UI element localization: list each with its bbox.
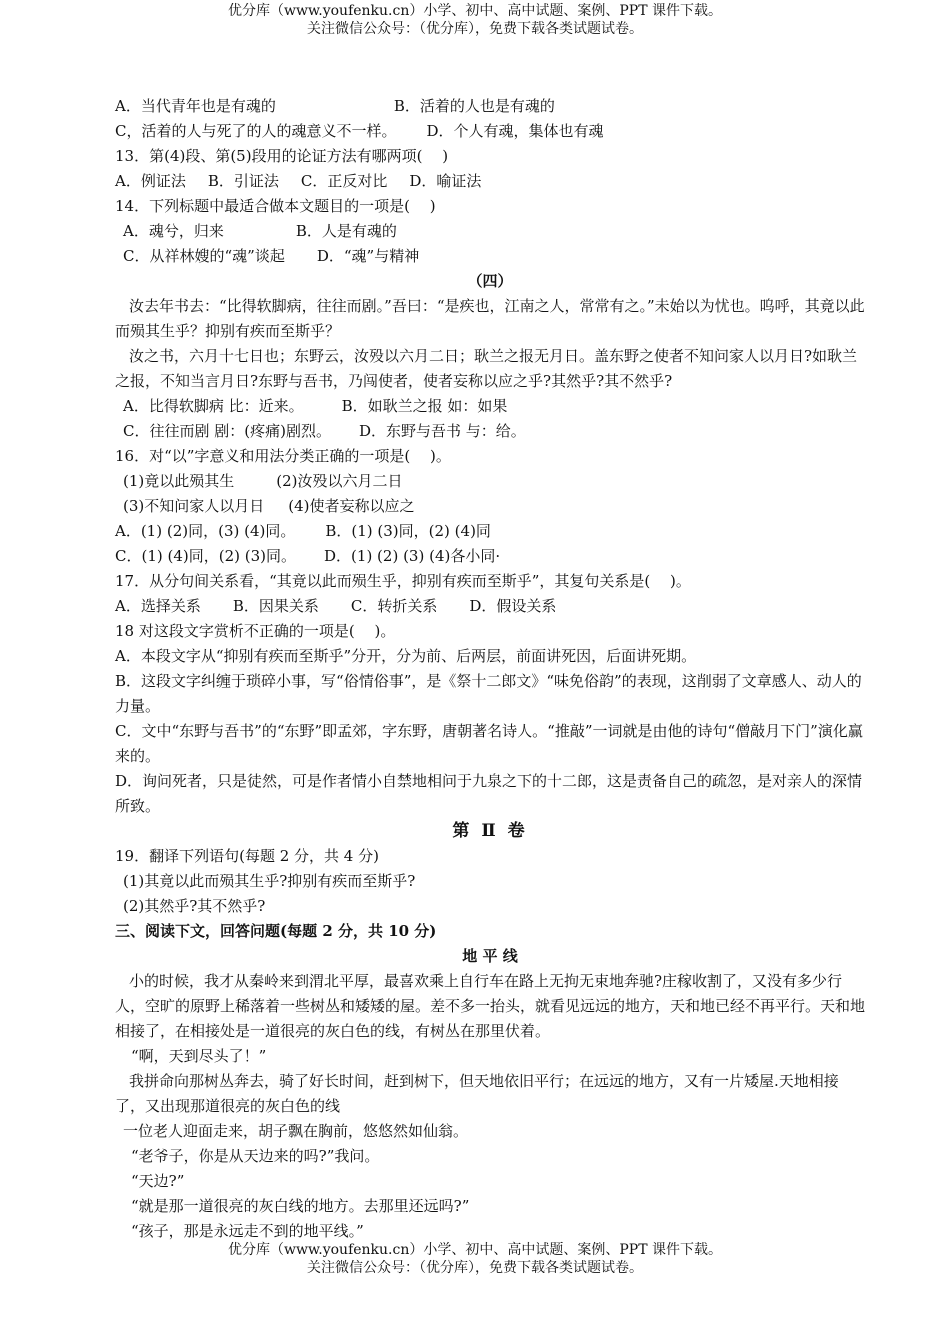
q15-option-c: C．往往而剧 剧：(疼痛)剧烈。 <box>123 422 331 440</box>
q16-items-row1 <box>115 469 865 494</box>
q16-options-row2 <box>115 544 865 569</box>
q12-option-d: D．个人有魂，集体也有魂 <box>426 122 604 140</box>
q14-options-row2 <box>115 244 865 269</box>
passage-para-8: “孩子，那是永远走不到的地平线。” <box>131 1222 364 1240</box>
q19-stem: 19．翻译下列语句(每题 2 分，共 4 分) <box>115 847 379 865</box>
passage-para-4: 一位老人迎面走来，胡子飘在胸前，悠悠然如仙翁。 <box>123 1122 469 1140</box>
q12-option-b: B．活着的人也是有魂的 <box>393 97 555 115</box>
part-2-title: 第 Ⅱ 卷 <box>452 821 528 841</box>
section-3-heading: 三、阅读下文，回答问题(每题 2 分，共 10 分) <box>115 922 437 940</box>
section-4-para-2: 汝之书，六月十七日也；东野云，汝殁以六月二日；耿兰之报无月日。盖东野之使者不知问家人以月日?如耿兰之报，不知当言月日?东野与吾书，乃闯使者，使者妄称以应之乎?其然乎?其不然乎? <box>115 347 858 390</box>
q16-stem: 16．对“以”字意义和用法分类正确的一项是( )。 <box>115 447 451 465</box>
q16-option-c: C．(1) (4)同，(2) (3)同。 <box>115 547 297 565</box>
q18-option-c: C．文中“东野与吾书”的“东野”即孟郊，字东野，唐朝著名诗人。“推敲”一词就是由他的诗句“僧敲月下门”演化赢来的。 <box>115 722 863 765</box>
footer-line-2: 关注微信公众号：（优分库），免费下载各类试题试卷。 <box>307 1260 643 1276</box>
document-body <box>115 94 865 1244</box>
q16-options-row1 <box>115 519 865 544</box>
q13-option-c: C．正反对比 <box>300 172 388 190</box>
q18-stem: 18 对这段文字赏析不正确的一项是( )。 <box>115 622 396 640</box>
q12-option-a: A．当代青年也是有魂的 <box>115 97 276 115</box>
passage-para-7: “就是那一道很亮的灰白线的地方。去那里还远吗?” <box>131 1197 470 1215</box>
passage-para-2: “啊，天到尽头了！” <box>131 1047 267 1065</box>
q19-item-2: (2)其然乎?其不然乎? <box>123 897 266 915</box>
page-footer <box>0 1241 950 1277</box>
passage-para-3: 我拼命向那树丛奔去，骑了好长时间，赶到树下，但天地依旧平行；在远远的地方，又有一片矮屋.天地相接了，又出现那道很亮的灰白色的线 <box>115 1072 839 1115</box>
q17-option-d: D．假设关系 <box>469 597 557 615</box>
q16-option-d: D．(1) (2) (3) (4)各小同· <box>324 547 501 565</box>
q15-option-a: A．比得软脚病 比：近来。 <box>123 397 304 415</box>
q13-options <box>115 169 865 194</box>
q13-stem: 13．第(4)段、第(5)段用的论证方法有哪两项( ) <box>115 147 449 165</box>
q16-item-3: (3)不知问家人以月日 <box>123 497 265 515</box>
q16-item-4: (4)使者妄称以应之 <box>288 497 415 515</box>
passage-para-6: “天边?” <box>131 1172 185 1190</box>
q15-option-d: D．东野与吾书 与：给。 <box>358 422 526 440</box>
q17-options <box>115 594 865 619</box>
q17-stem: 17．从分句间关系看，“其竟以此而殒生乎，抑别有疾而至斯乎”，其复句关系是( )。 <box>115 572 691 590</box>
q17-option-a: A．选择关系 <box>115 597 201 615</box>
q18-option-b: B．这段文字纠缠于琐碎小事，写“俗情俗事”，是《祭十二郎文》“味免俗韵”的表现，这削弱了文章感人、动人的力量。 <box>115 672 862 715</box>
q17-option-b: B．因果关系 <box>232 597 319 615</box>
q15-options-row2 <box>115 419 865 444</box>
q13-option-b: B．引证法 <box>207 172 279 190</box>
q17-option-c: C．转折关系 <box>350 597 438 615</box>
q16-item-2: (2)汝殁以六月二日 <box>276 472 403 490</box>
q14-stem: 14．下列标题中最适合做本文题目的一项是( ) <box>115 197 436 215</box>
q16-option-a: A．(1) (2)同，(3) (4)同。 <box>115 522 296 540</box>
q15-options-row1 <box>115 394 865 419</box>
passage-title: 地 平 线 <box>462 947 518 965</box>
page-header <box>0 2 950 38</box>
q14-option-a: A．魂兮，归来 <box>123 222 224 240</box>
q16-item-1: (1)竟以此殒其生 <box>123 472 235 490</box>
q16-option-b: B．(1) (3)同，(2) (4)同 <box>325 522 491 540</box>
q18-option-a: A．本段文字从“抑别有疾而至斯乎”分开，分为前、后两层，前面讲死因，后面讲死期。 <box>115 647 697 665</box>
q14-options-row1 <box>115 219 865 244</box>
passage-para-5: “老爷子，你是从天边来的吗?”我问。 <box>131 1147 380 1165</box>
header-line-1: 优分库（www.youfenku.cn）小学、初中、高中试题、案例、PPT 课件下载。 <box>227 3 722 19</box>
passage-para-1: 小的时候，我才从秦岭来到渭北平厚，最喜欢乘上自行车在路上无拘无束地奔驰?庄稼收割了，又没有多少行人，空旷的原野上稀落着一些树丛和矮矮的屋。差不多一抬头，就看见远远的地方，天和地已经不再平行。天和地相接了，在相接处是一道很亮的灰白色的线，有树丛在那里伏着。 <box>115 972 866 1040</box>
section-4-title: （四） <box>467 272 513 290</box>
q13-option-d: D．喻证法 <box>409 172 482 190</box>
q18-option-d: D．询问死者，只是徒然，可是作者情小自禁地相问于九泉之下的十二郎，这是责备自己的疏忽，是对亲人的深情所致。 <box>115 772 863 815</box>
q12-option-c: C，活着的人与死了的人的魂意义不一样。 <box>115 122 397 140</box>
q14-option-d: D．“魂”与精神 <box>316 247 420 265</box>
q15-option-b: B．如耿兰之报 如：如果 <box>341 397 508 415</box>
q12-options-row1 <box>115 94 865 119</box>
section-4-para-1: 汝去年书去：“比得软脚病，往往而剧。”吾曰：“是疾也，江南之人，常常有之。”未始以为忧也。呜呼，其竟以此而殒其生乎？抑别有疾而至斯乎？ <box>115 297 865 340</box>
q14-option-b: B．人是有魂的 <box>295 222 397 240</box>
header-line-2: 关注微信公众号：（优分库），免费下载各类试题试卷。 <box>307 21 643 37</box>
q16-items-row2 <box>115 494 865 519</box>
q19-item-1: (1)其竟以此而殒其生乎?抑别有疾而至斯乎? <box>123 872 416 890</box>
footer-line-1: 优分库（www.youfenku.cn）小学、初中、高中试题、案例、PPT 课件下载。 <box>227 1242 722 1258</box>
q12-options-row2 <box>115 119 865 144</box>
q14-option-c: C．从祥林嫂的“魂”谈起 <box>123 247 285 265</box>
q13-option-a: A．例证法 <box>115 172 186 190</box>
